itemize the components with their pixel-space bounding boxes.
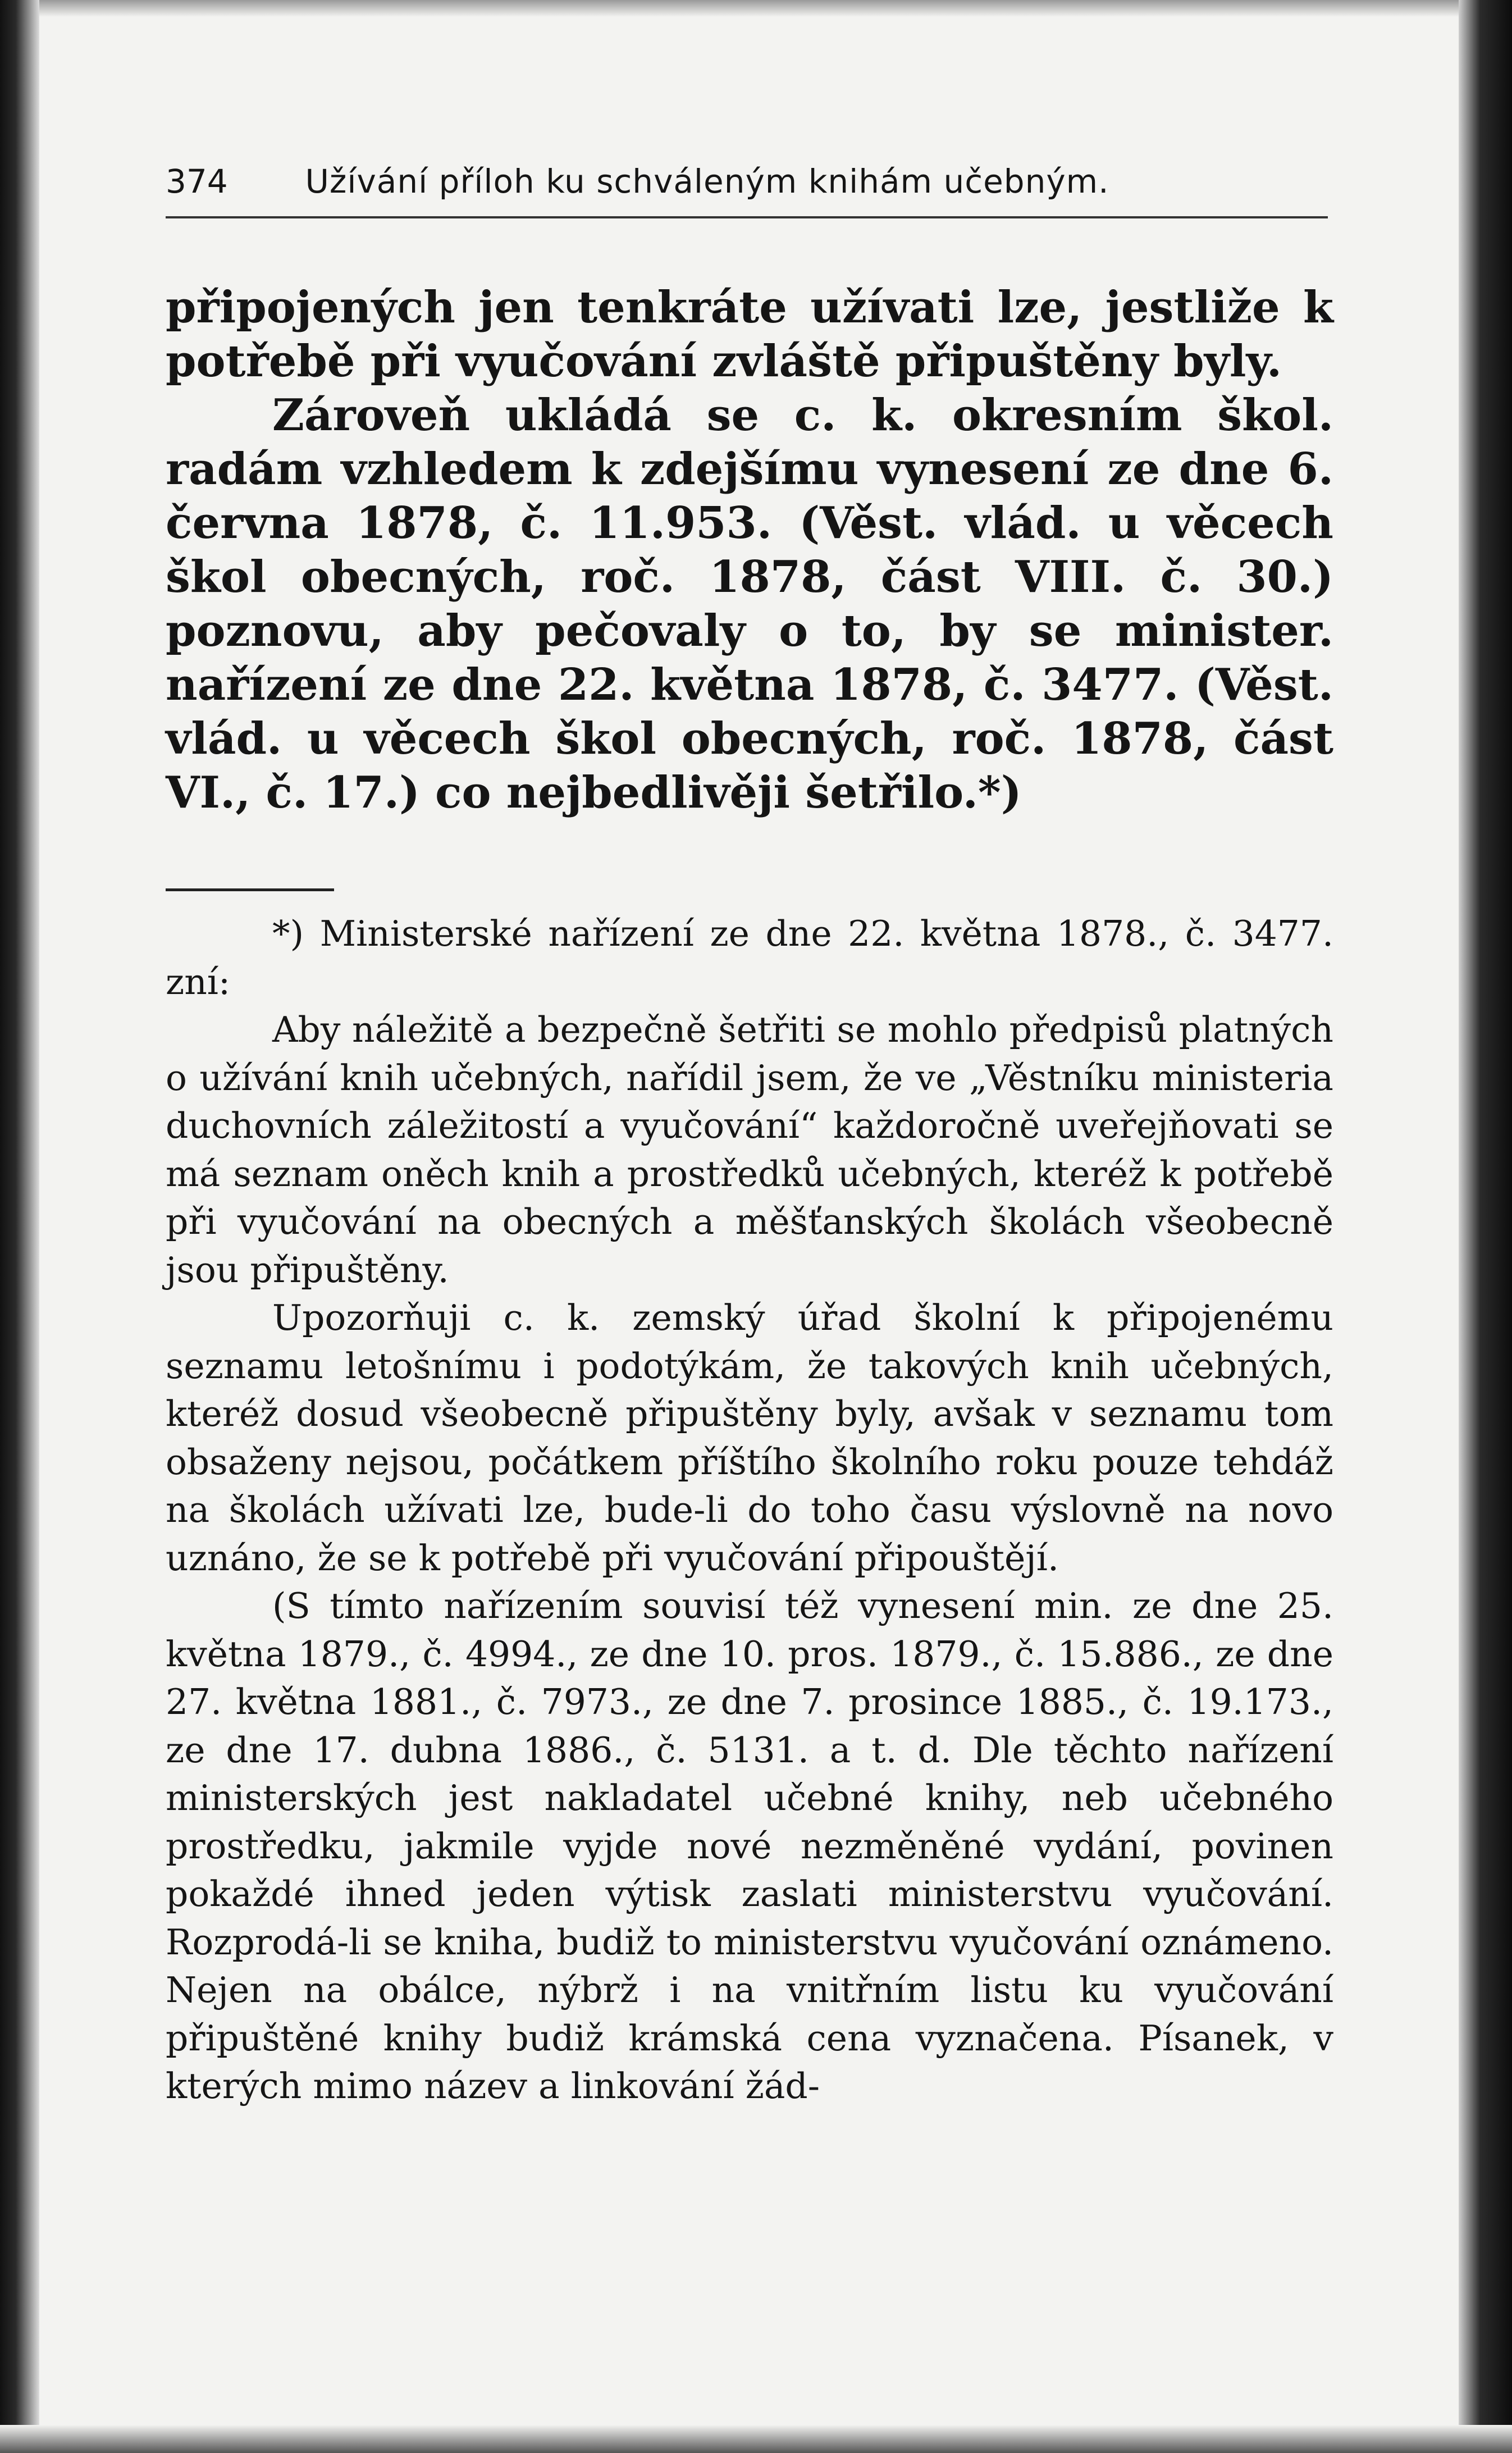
footnote	[166, 910, 1333, 2110]
footnote-paragraph: Upozorňuji c. k. zemský úřad školní k připojenému seznamu letošnímu i podotýkám, že takových knih učebných, kteréž dosud všeobecně připuštěny byly, avšak v seznamu tom obsaženy nejsou, počátkem příštího školního roku pouze tehdáž na školách užívati lze, bude-li do toho času výslovně na novo uznáno, že se k potřebě při vyučování připouštějí.	[166, 1297, 1333, 1579]
footnote-paragraph: (S tímto nařízením souvisí též vynesení min. ze dne 25. května 1879., č. 4994., ze dne 10. pros. 1879., č. 15.886., ze dne 27. května 1881., č. 7973., ze dne 7. prosince 1885., č. 19.173., ze dne 17. dubna 1886., č. 5131. a t. d. Dle těchto nařízení ministerských jest nakladatel učebné knihy, neb učebného prostředku, jakmile vyjde nové nezměněné vydání, povinen pokaždé ihned jeden výtisk zaslati ministerstvu vyučování. Rozprodá-li se kniha, budiž to ministerstvu vyučování oznámeno. Nejen na obálce, nýbrž i na vnitřním listu ku vyučování připuštěné knihy budiž krámská cena vyznačena. Písanek, v kterých mimo název a linkování žád-	[166, 1585, 1333, 2107]
footnote-rule	[166, 888, 334, 891]
footnote-intro: *) Ministerské nařízení ze dne 22. května 1878., č. 3477. zní:	[166, 913, 1333, 1002]
header-rule	[166, 216, 1328, 218]
main-paragraph: připojených jen tenkráte užívati lze, jestliže k potřebě při vyučování zvláště připuštěny byly.	[166, 282, 1333, 387]
page-bottom-edge	[0, 2425, 1512, 2453]
page-top-edge	[0, 0, 1512, 17]
page-right-edge	[1459, 0, 1512, 2453]
running-title: Užívání příloh ku schváleným knihám učebným.	[305, 162, 1109, 200]
main-paragraph: Zároveň ukládá se c. k. okresním škol. radám vzhledem k zdejšímu vynesení ze dne 6. června 1878, č. 11.953. (Věst. vlád. u věcech škol obecných, roč. 1878, část VIII. č. 30.) poznovu, aby pečovaly o to, by se minister. nařízení ze dne 22. května 1878, č. 3477. (Věst. vlád. u věcech škol obecných, roč. 1878, část VI., č. 17.) co nejbedlivěji šetřilo.*)	[166, 390, 1333, 818]
main-text	[166, 281, 1333, 820]
page-number: 374	[166, 162, 228, 200]
footnote-paragraph: Aby náležitě a bezpečně šetřiti se mohlo předpisů platných o užívání knih učebných, nařídil jsem, že ve „Věstníku ministeria duchovních záležitostí a vyučování“ každoročně uveřejňovati se má seznam oněch knih a prostředků učebných, kteréž k potřebě při vyučování na obecných a měšťanských školách všeobecně jsou připuštěny.	[166, 1009, 1333, 1291]
page-header	[166, 156, 1345, 207]
page-left-edge	[0, 0, 39, 2453]
